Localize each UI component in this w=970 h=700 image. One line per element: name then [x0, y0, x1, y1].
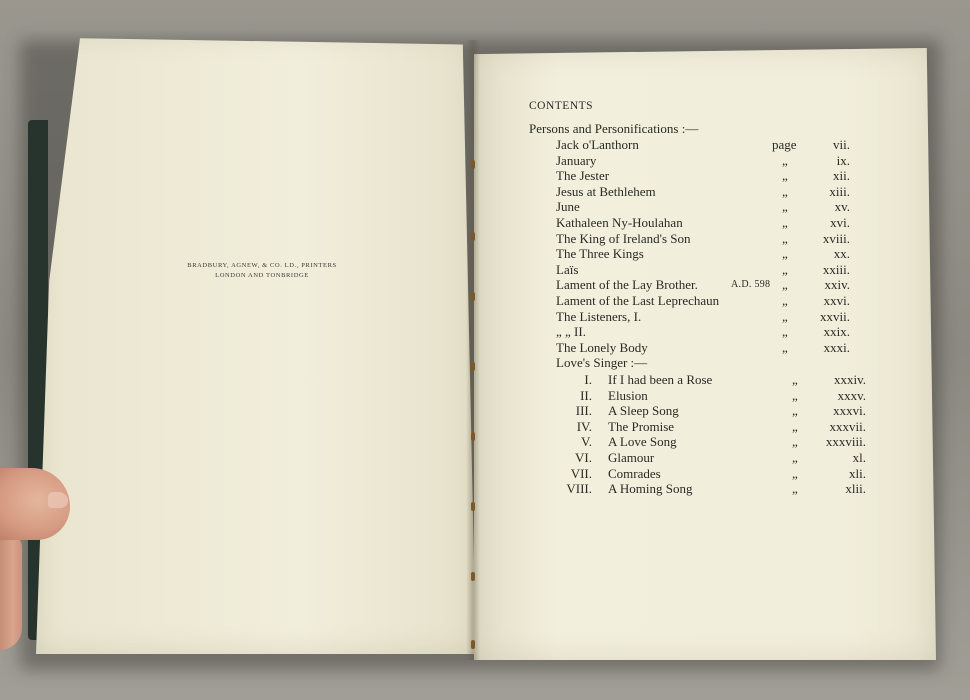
toc-sub-entry [560, 419, 870, 435]
entry-title: Lament of the Last Leprechaun [556, 293, 720, 308]
entry-page-ref: „ [782, 293, 788, 308]
entry-title: The King of Ireland's Son [556, 230, 691, 246]
toc-entry [556, 153, 856, 169]
entry-page-ref: „ [782, 277, 788, 293]
section-heading: Persons and Personifications :— [529, 121, 699, 136]
entry-roman-numeral: V. [581, 434, 592, 450]
left-page [36, 32, 476, 654]
entry-page-number: xxiii. [822, 261, 850, 277]
entry-title: Jesus at Bethlehem [556, 183, 656, 199]
entry-title: „ „ II. [556, 324, 586, 340]
entry-roman-numeral: VIII. [566, 481, 592, 497]
entry-page-number: xvi. [830, 215, 850, 230]
toc-entry [556, 184, 856, 200]
entry-title: The Lonely Body [556, 339, 648, 355]
entry-page-ref: „ [792, 372, 798, 387]
entry-roman-numeral: III. [575, 403, 592, 419]
toc-entry [556, 262, 856, 278]
entry-page-ref: „ [782, 324, 788, 340]
printer-imprint-line: LONDON AND TONBRIDGE [215, 272, 309, 279]
contents-heading: CONTENTS [529, 100, 594, 112]
binding-stitch [471, 432, 475, 441]
entry-page-number: xii. [833, 168, 850, 184]
binding-stitch [471, 502, 475, 511]
entry-page-ref: „ [782, 152, 788, 168]
entry-title: The Listeners, I. [556, 308, 642, 324]
entry-roman-numeral: VII. [570, 465, 592, 481]
toc-sub-entry [560, 403, 870, 419]
entry-page-number: xxxi. [823, 339, 850, 355]
entry-page-ref: „ [792, 403, 798, 419]
entry-title: The Promise [608, 418, 675, 434]
toc-sub-entry [560, 434, 870, 450]
toc-entry [556, 199, 856, 215]
entry-roman-numeral: VI. [575, 450, 592, 465]
entry-page-ref: „ [792, 481, 798, 497]
binding-stitch [471, 640, 475, 649]
entry-title: Kathaleen Ny-Houlahan [556, 215, 683, 230]
entry-title: Comrades [608, 465, 661, 481]
toc-entry [556, 340, 856, 356]
entry-page-number: xxiv. [824, 277, 850, 293]
toc-entry [556, 246, 856, 262]
entry-title: Elusion [608, 387, 648, 403]
entry-page-ref: „ [792, 418, 798, 434]
binding-stitch [471, 292, 475, 301]
entry-page-number: xxvi. [823, 293, 850, 308]
toc-sub-entry [560, 450, 870, 466]
entry-page-number: xxxvi. [833, 403, 866, 419]
entry-roman-numeral: II. [580, 387, 592, 403]
entry-title: Jack o'Lanthorn [556, 137, 639, 152]
entry-page-number: xxvii. [820, 308, 850, 324]
entry-page-ref: „ [782, 308, 788, 324]
binding-stitch [471, 362, 475, 371]
entry-page-ref: „ [782, 230, 788, 246]
thumbnail [48, 492, 68, 508]
entry-page-number: xl. [852, 450, 866, 465]
toc-entry [556, 168, 856, 184]
book-gutter [466, 40, 480, 660]
entry-page-number: xxxviii. [825, 434, 866, 450]
entry-page-number: xx. [833, 246, 850, 262]
entry-page-number: vii. [833, 137, 850, 152]
entry-page-ref: „ [792, 450, 798, 465]
entry-page-ref: „ [782, 246, 788, 262]
entry-page-number: xv. [834, 199, 850, 215]
toc-entry [556, 277, 856, 293]
entry-title: January [556, 152, 597, 168]
toc-sub-entry [560, 372, 870, 388]
entry-title: A Homing Song [608, 481, 693, 497]
entry-page-number: xviii. [822, 230, 850, 246]
entry-title: Lament of the Lay Brother. [556, 277, 698, 293]
entry-title: June [556, 199, 580, 215]
entry-title: Laïs [556, 261, 579, 277]
entry-page-ref: „ [782, 168, 788, 184]
toc-sub-entry [560, 481, 870, 497]
entry-roman-numeral: IV. [576, 418, 592, 434]
toc-entry [556, 231, 856, 247]
toc-entry [556, 309, 856, 325]
entry-page-number: xxix. [823, 324, 850, 340]
entry-page-number: xiii. [829, 183, 850, 199]
entry-page-ref: „ [782, 261, 788, 277]
entry-page-number: xxxiv. [833, 372, 866, 387]
entry-page-ref: „ [782, 199, 788, 215]
toc-entry [556, 137, 856, 153]
binding-stitch [471, 572, 475, 581]
binding-stitch [471, 160, 475, 169]
toc-entry [556, 215, 856, 231]
entry-page-number: ix. [836, 152, 850, 168]
entry-title: The Three Kings [556, 246, 644, 262]
entry-page-ref: „ [782, 339, 788, 355]
subsection-heading: Love's Singer :— [556, 355, 648, 371]
printer-imprint-line: BRADBURY, AGNEW, & CO. LD., PRINTERS [187, 262, 337, 269]
toc-entry [556, 293, 856, 309]
binding-stitch [471, 232, 475, 241]
entry-page-ref: „ [792, 465, 798, 481]
entry-page-ref: „ [792, 387, 798, 403]
entry-page-ref: „ [782, 215, 788, 230]
toc-entry [556, 324, 856, 340]
entry-date: A.D. 598 [731, 279, 771, 291]
entry-title: Glamour [608, 450, 655, 465]
entry-title: A Love Song [608, 434, 677, 450]
entry-page-number: xxxv. [837, 387, 866, 403]
entry-title: A Sleep Song [608, 403, 679, 419]
entry-page-number: xlii. [845, 481, 866, 497]
entry-page-ref: „ [792, 434, 798, 450]
entry-page-ref: „ [782, 183, 788, 199]
toc-sub-entry [560, 388, 870, 404]
hand [0, 530, 22, 650]
entry-page-ref: page [772, 137, 797, 152]
toc-sub-entry [560, 466, 870, 482]
entry-roman-numeral: I. [584, 372, 592, 387]
entry-page-number: xxxvii. [829, 418, 866, 434]
entry-title: If I had been a Rose [608, 372, 713, 387]
entry-title: The Jester [556, 168, 610, 184]
entry-page-number: xli. [849, 465, 866, 481]
